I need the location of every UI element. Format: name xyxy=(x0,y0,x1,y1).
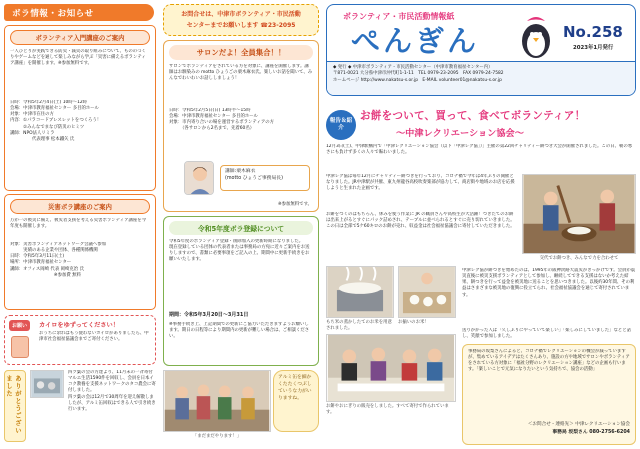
intro-detail-line: 講師：NPO法人リミラ xyxy=(10,130,55,136)
closing-contact-2: 事務局 坂梨さん 080-2756-6204 xyxy=(552,430,630,435)
thanks-box xyxy=(4,370,156,445)
left-column xyxy=(4,4,160,445)
issue-number: No.258 xyxy=(563,23,623,41)
steaming-rice-photo xyxy=(326,266,394,318)
thanks-body: 四ツ葉の会の方達より、11月末の一斉寄付マルエ生活1590件を回収し、会員を日本イコク教養を支援ネットワークのタコ農会に寄付しました。 四ツ葉の会は12月で30周年を迎え解散しましたが、アルミ缶回収はできる人で引き続き行います。 xyxy=(68,370,156,412)
intro-detail-line: 内容：①パラコードブレスレットをつくろう！ xyxy=(10,118,102,124)
article-p2: 中津レク協は毎年12月にチャリティー餅つきを行っており、コロナ禍で今年は4年ぶりの開催となりました。JR中津駅が共催、東九州龍谷高校吹奏楽部が協力して、商店街や地域のお店を応援しようと生まれた企画です。 xyxy=(326,174,515,192)
mochi-pounding-photo xyxy=(522,174,636,254)
contact-banner xyxy=(163,4,319,36)
contact-line-1: お問合せは、中津市ボランティア・市民活動 xyxy=(181,11,301,18)
request-title: カイロをゆずってください！ xyxy=(39,322,119,329)
web-line: ホームページ http://www.nakatsu-s.or.jp E-MAIL volunteer01@nakatsu-s.or.jp xyxy=(333,77,502,83)
disaster-detail-line: 日時：令和5年3月11日(土) xyxy=(10,254,65,260)
article-p4: 中津レク協が餅つきを始めたのは、1995年の阪神淡路大震災がきっかけです。会員が震災直後に被災支援ボランティアとして参加し、継続してできる支援はないか考えた結果、餅つきを行って益金を被災地に送ることを思いつきました。以後約30年間、その利益はさまざまな被災地の復興に役立てられ、社会福祉協議会を通じて寄付されています。 xyxy=(462,268,636,298)
photo2-caption: もち米の蒸かしたてのお米を用意されました。 xyxy=(326,320,392,331)
intro-detail-line: 会場：中津市教育福祉センター 多目的ホール xyxy=(10,106,99,112)
alumi-bubble: アルミ缶を細かくたたくつぶしていうな力がいりますね。 xyxy=(273,370,319,432)
salon-box xyxy=(163,40,319,212)
disaster-detail-line: 講師：オフィス岡崎 代表 岡崎克治 氏 xyxy=(10,266,84,272)
registration-title: 令和5年度ボラ登録について xyxy=(169,221,313,235)
disaster-detail-line: 対象：災害ボランティアネットワーク会議へ参加 xyxy=(10,242,107,247)
photo4-caption: お餅やおにぎりの販売をしました。すべて寄付で作られています。 xyxy=(326,404,449,415)
request-body: おうちに余ればもう使わないカイロがありましたら、中津市社会福祉協議会までご寄付ください。 xyxy=(39,331,149,343)
issue-date: 2023年1月発行 xyxy=(573,45,614,51)
intro-course-body: 一人ひとりが実践できる防災・減災の取り組みについて、もののづくりやゲームなどを通して楽しみながら学ぶ「災害に備えるボランティア講座」を開催します。※参加無料です。 xyxy=(10,49,146,67)
disaster-course-details xyxy=(10,242,150,279)
salon-body: サロンでボランティアをされている方を対象に、講座を開催します。講師はお馴染みの motto ひょうごの栗木麻衣氏。楽しいお話を聞いて、みんなでわいわいお話ししましょう！ xyxy=(169,64,313,82)
registration-notes: ※事務手続き上、上記期間での更新にご協力いただきますようお願いします。期日の日程等により期間内の更新が難しい場合は、ご相談ください。 xyxy=(169,322,310,340)
intro-detail-line: 対象：中津市在住の方 xyxy=(10,112,54,118)
address-line: 〒871-0021 大分県中津市沖代町1-1-11 TEL 0979-23-2095 FAX 0979-24-7582 xyxy=(333,71,504,77)
disaster-course-title: 災害ボラ講座のご案内 xyxy=(10,199,150,214)
penguin-mascot-icon xyxy=(517,15,555,59)
salon-detail-line: （各サロンから2名まで、先着60名） xyxy=(169,126,255,132)
middle-column xyxy=(163,4,321,445)
intro-detail-line: 代表理事 松本鐵矢 氏 xyxy=(10,136,75,142)
contact-line-2: センターまでお願いします ☎23-2095 xyxy=(186,22,296,29)
closing-box xyxy=(462,344,636,445)
intro-course-details xyxy=(10,100,150,143)
salon-detail-line: 会場：中津市教育福祉センター 多目的ホール xyxy=(169,114,258,120)
article-subhead: ～中津レクリエーション協会～ xyxy=(396,128,524,139)
report-tag: 報告＆紹介 xyxy=(326,110,356,140)
lecturer-photo xyxy=(184,161,214,195)
mochi-shaping-photo xyxy=(398,266,456,318)
disaster-course-body: 万が一の被災に備え、被災者支援を考える災害ボランティア講座を今年度も開催します。 xyxy=(10,218,147,230)
disaster-detail-line: ※参加費 無料 xyxy=(10,272,81,278)
lecturer-label: 講師:栗木麻衣 (motto ひょうご事務局長) xyxy=(220,165,310,191)
publisher-line: ◆ 発行 ◆ 中津市ボランティア・市民活動センター（中津市教育福祉センター内） xyxy=(333,65,493,70)
article-p1: 12月3日(土)、中津駅構内で「中津レクリエーション協会（以下「中津レク協」）」主催の第22回チャリティー餅つき大会が開催されました。この日、朝の寒さにも負けず多くの人々で賑わいました。 xyxy=(326,144,633,156)
registration-box xyxy=(163,216,319,366)
masthead-title: ぺんぎん xyxy=(351,24,480,58)
masthead-sub: ボランティア・市民活動情報紙 xyxy=(343,12,455,21)
masthead xyxy=(326,4,636,96)
alumi-can-photo xyxy=(30,370,64,398)
disaster-course-box xyxy=(4,194,156,310)
salon-details xyxy=(169,108,313,133)
request-tag: お願い xyxy=(9,320,30,331)
intro-detail-line: 日時：令和5年2月4日(土) 10時～12時 xyxy=(10,100,88,105)
disaster-detail-line: 場所：中津市教育福祉センター xyxy=(10,260,72,266)
salon-title: サロンだよ！全員集合！！ xyxy=(169,45,313,60)
closing-contact: ＜お問合せ・連絡先＞ 中津レクリエーション協会 xyxy=(527,422,630,427)
article-headline: お餅をついて、買って、食べてボランティア！ xyxy=(360,110,586,122)
registration-period: 期間：令和5年3月20日～3月31日 xyxy=(169,312,249,318)
salon-detail-line: 日時：令和5年2月5日(日) 13時半～15時 xyxy=(169,108,251,113)
intro-detail-line: ②みんなでまなび防災のヒミツ xyxy=(10,124,85,130)
closing-body: 事務局の坂梨さんによると、コロナ禍でレクリエーションの機会が減っていますが、集めているアイデアはたくさんあり、施設の方や地域でサロンやボランティアをされている方対象に「福祉分野のレクリエーション講座」などの企画も行います。「楽しいことで元気になりたいという気持ちで、協会の活動」 xyxy=(468,349,630,373)
salon-note: ※参加無料です。 xyxy=(277,202,312,207)
heat-pack-icon xyxy=(11,336,29,358)
intro-course-title: ボランティア入門講座のご案内 xyxy=(10,30,150,45)
volunteers-group-photo xyxy=(163,370,271,432)
right-column xyxy=(326,4,636,445)
group-photo-caption: 「まだまだやります！」 xyxy=(192,434,242,439)
disaster-detail-line: 実績のある企業や団体、各種関係機関 xyxy=(10,248,98,254)
article-p5: 送りかかった人は「久しぶりにやっていて楽しい」「楽しみにしていました」などと話し、笑顔で参加しました。 xyxy=(462,328,632,340)
intro-course-box xyxy=(4,25,156,191)
photo3-caption: お揃いのお米！ xyxy=(398,320,429,325)
masthead-info xyxy=(327,61,636,96)
salon-detail-line: 対象：市内寄り合いの場を運営するボランティアの方 xyxy=(169,120,275,126)
photo1-caption: 交代でお餅つき、みんなで力を合わせて xyxy=(539,256,619,261)
article-p3: お餅をつくのはもちろん、休みを使う作業に JR の職員さんや高校生が大活躍！つきたてのお餅は出来上がるとすぐにパック詰めされ、テーブルに並べられるとすぐに売り切れていきました。この日は全部で5ケ60キロのお餅が売れ、収益金は社会福祉協議会に寄付していただきました。 xyxy=(326,212,515,230)
section-title-bora-info: ボラ情報・お知らせ xyxy=(4,4,154,21)
thanks-label: ありがとうございました xyxy=(4,370,26,442)
kairo-request-box xyxy=(4,315,156,365)
registration-body: 令和5年度のボランティア登録・削除加入の更新時期になりました。 現在登録している団体の代表者または事務局の方宛に近々ご案内をお送りしますので、書類に必要事項をご記入の上、期間中に更新手続きをお願いいたします。 xyxy=(169,239,310,263)
mochi-sale-photo xyxy=(326,334,456,402)
